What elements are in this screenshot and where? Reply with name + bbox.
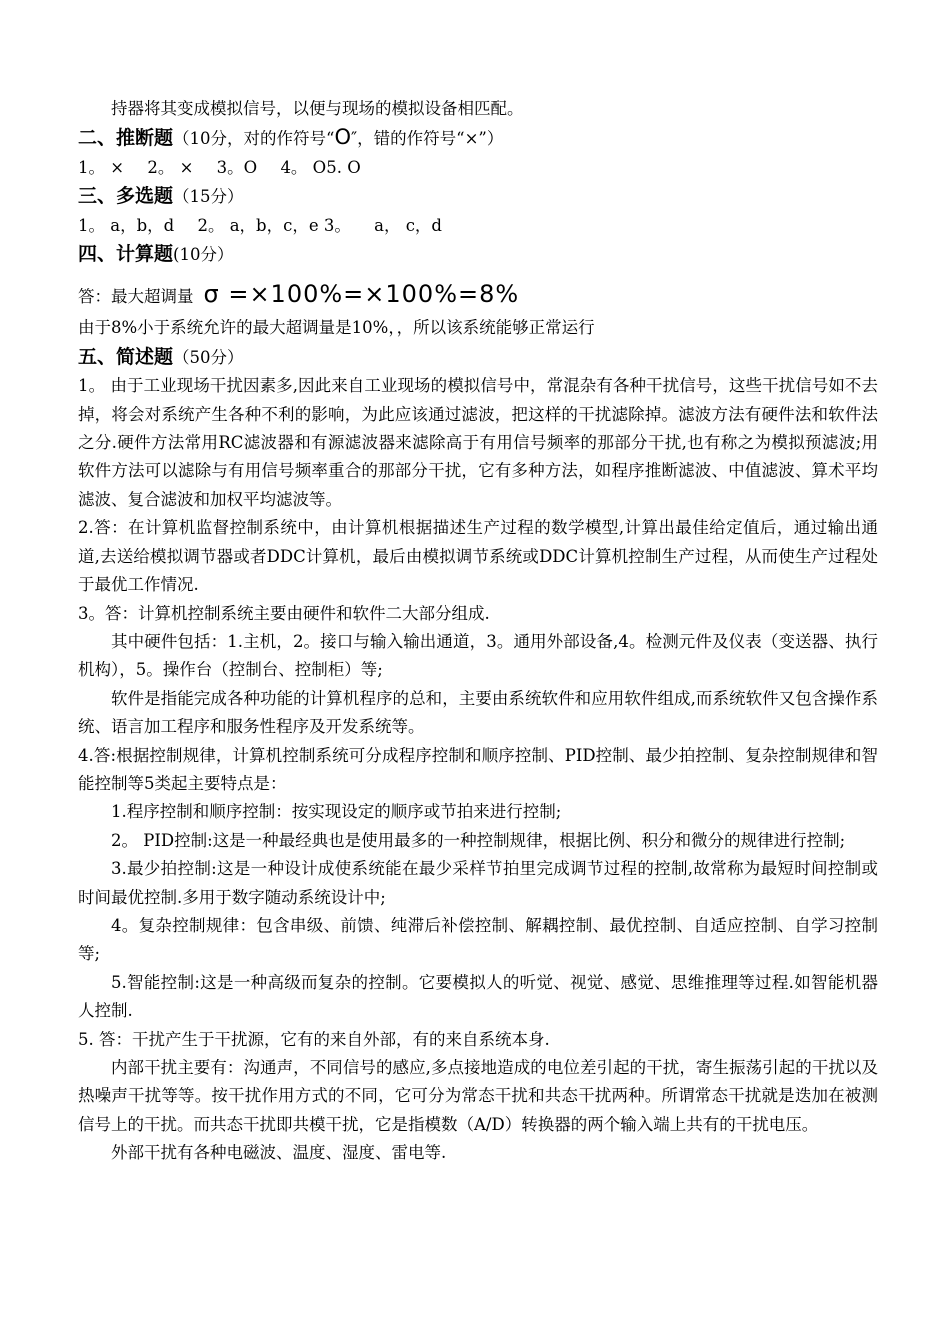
section2-answer: 4。 O5. O bbox=[280, 157, 361, 177]
answer-q3-software: 软件是指能完成各种功能的计算机程序的总和，主要由系统软件和应用软件组成,而系统软件又包含操作系统、语言加工程序和服务性程序及开发系统等。 bbox=[78, 688, 878, 737]
section3-answer: 1。 a，b，d bbox=[78, 215, 175, 235]
section2-answer: 2。 × bbox=[147, 157, 194, 177]
section4-heading bbox=[78, 240, 878, 269]
section4-conclusion: 由于8%小于系统允许的最大超调量是10%，，所以该系统能够正常运行 bbox=[78, 318, 595, 338]
answer-q4-item: 5.智能控制:这是一种高级而复杂的控制。它要模拟人的听觉、视觉、感觉、思维推理等过程.如智能机器人控制. bbox=[78, 972, 878, 1021]
section4-answer-label: 答：最大超调量 bbox=[78, 287, 194, 307]
answer-q4-item: 2。 PID控制:这是一种最经典也是使用最多的一种控制规律，根据比例、积分和微分的规律进行控制; bbox=[111, 830, 846, 850]
section2-answer: 1。 × bbox=[78, 157, 125, 177]
answer-q4-item: 1.程序控制和顺序控制：按实现设定的顺序或节拍来进行控制; bbox=[111, 802, 562, 822]
document-page bbox=[78, 95, 878, 1168]
answer-q5-internal: 内部干扰主要有：沟通声，不同信号的感应,多点接地造成的电位差引起的干扰，寄生振荡引起的干扰以及热噪声干扰等等。按干扰作用方式的不同，它可分为常态干扰和共态干扰两种。所谓常态干扰就是迭加在被测信号上的干扰。而共态干扰即共模干扰，它是指模数（A/D）转换器的两个输入端上共有的干扰电压。 bbox=[78, 1058, 878, 1134]
section3-answer: a， c，d bbox=[374, 215, 442, 235]
answer-q3-hardware: 其中硬件包括：1.主机，2。接口与输入输出通道，3。通用外部设备,4。检测元件及仪表（变送器、执行机构），5。操作台（控制台、控制柜）等; bbox=[78, 631, 878, 680]
section2-heading bbox=[78, 123, 878, 153]
section2-note-suffix: ″，错的作符号“×”） bbox=[350, 129, 504, 149]
overshoot-formula: σ =×100%=×100%=8% bbox=[203, 280, 520, 309]
answer-q5-head: 5. 答：干扰产生于干扰源，它有的来自外部，有的来自系统本身. bbox=[78, 1029, 550, 1049]
section5-note: （50分） bbox=[173, 347, 244, 367]
section4-note: (10分） bbox=[173, 245, 234, 265]
section5-title: 五、简述题 bbox=[78, 345, 174, 368]
answer-q4-item: 4。复杂控制规律：包含串级、前馈、纯滞后补偿控制、解耦控制、最优控制、自适应控制、自学习控制等; bbox=[78, 915, 878, 964]
answer-q1: 1。 由于工业现场干扰因素多,因此来自工业现场的模拟信号中，常混杂有各种干扰信号，这些干扰信号如不去掉，将会对系统产生各种不利的影响，为此应该通过滤波，把这样的干扰滤除掉。滤波方法有硬件法和软件法之分.硬件方法常用RC滤波器和有源滤波器来滤除高于有用信号频率的那部分干扰,也有称之为模拟预滤波;用软件方法可以滤除与有用信号频率重合的那部分干扰，它有多种方法，如程序推断滤波、中值滤波、算术平均滤波、复合滤波和加权平均滤波等。 bbox=[78, 376, 878, 509]
section2-answers bbox=[78, 154, 878, 182]
answer-q3-head: 3。答：计算机控制系统主要由硬件和软件二大部分组成. bbox=[78, 603, 490, 623]
section4-calc-line bbox=[78, 277, 878, 314]
intro-line: 持器将其变成模拟信号，以便与现场的模拟设备相匹配。 bbox=[111, 99, 524, 118]
answer-q5-external: 外部干扰有各种电磁波、温度、湿度、雷电等. bbox=[111, 1143, 447, 1163]
section4-title: 四、计算题 bbox=[78, 243, 174, 266]
section2-note-symbol: O bbox=[334, 125, 351, 150]
section3-answer: 2。 a，b，c，e 3。 bbox=[197, 215, 351, 235]
section2-note-prefix: （10分，对的作符号“ bbox=[173, 129, 335, 149]
answer-q4-item: 3.最少拍控制:这是一种设计成使系统能在最少采样节拍里完成调节过程的控制,故常称为最短时间控制或时间最优控制.多用于数字随动系统设计中; bbox=[78, 859, 878, 907]
section2-title: 二、推断题 bbox=[78, 127, 174, 150]
section2-answer: 3。O bbox=[216, 157, 258, 177]
answer-q2: 2.答：在计算机监督控制系统中，由计算机根据描述生产过程的数学模型,计算出最佳给定值后，通过输出通道,去送给模拟调节器或者DDC计算机，最后由模拟调节系统或DDC计算机控制生产过程，从而使生产过程处于最优工作情况. bbox=[78, 518, 878, 595]
section5-heading bbox=[78, 343, 878, 372]
section3-heading bbox=[78, 182, 878, 211]
answer-q4-head: 4.答:根据控制规律，计算机控制系统可分成程序控制和顺序控制、PID控制、最少拍控制、复杂控制规律和智能控制等5类起主要特点是： bbox=[78, 745, 878, 793]
section3-note: （15分） bbox=[173, 187, 244, 207]
section3-answers bbox=[78, 212, 878, 240]
section3-title: 三、多选题 bbox=[78, 185, 174, 208]
